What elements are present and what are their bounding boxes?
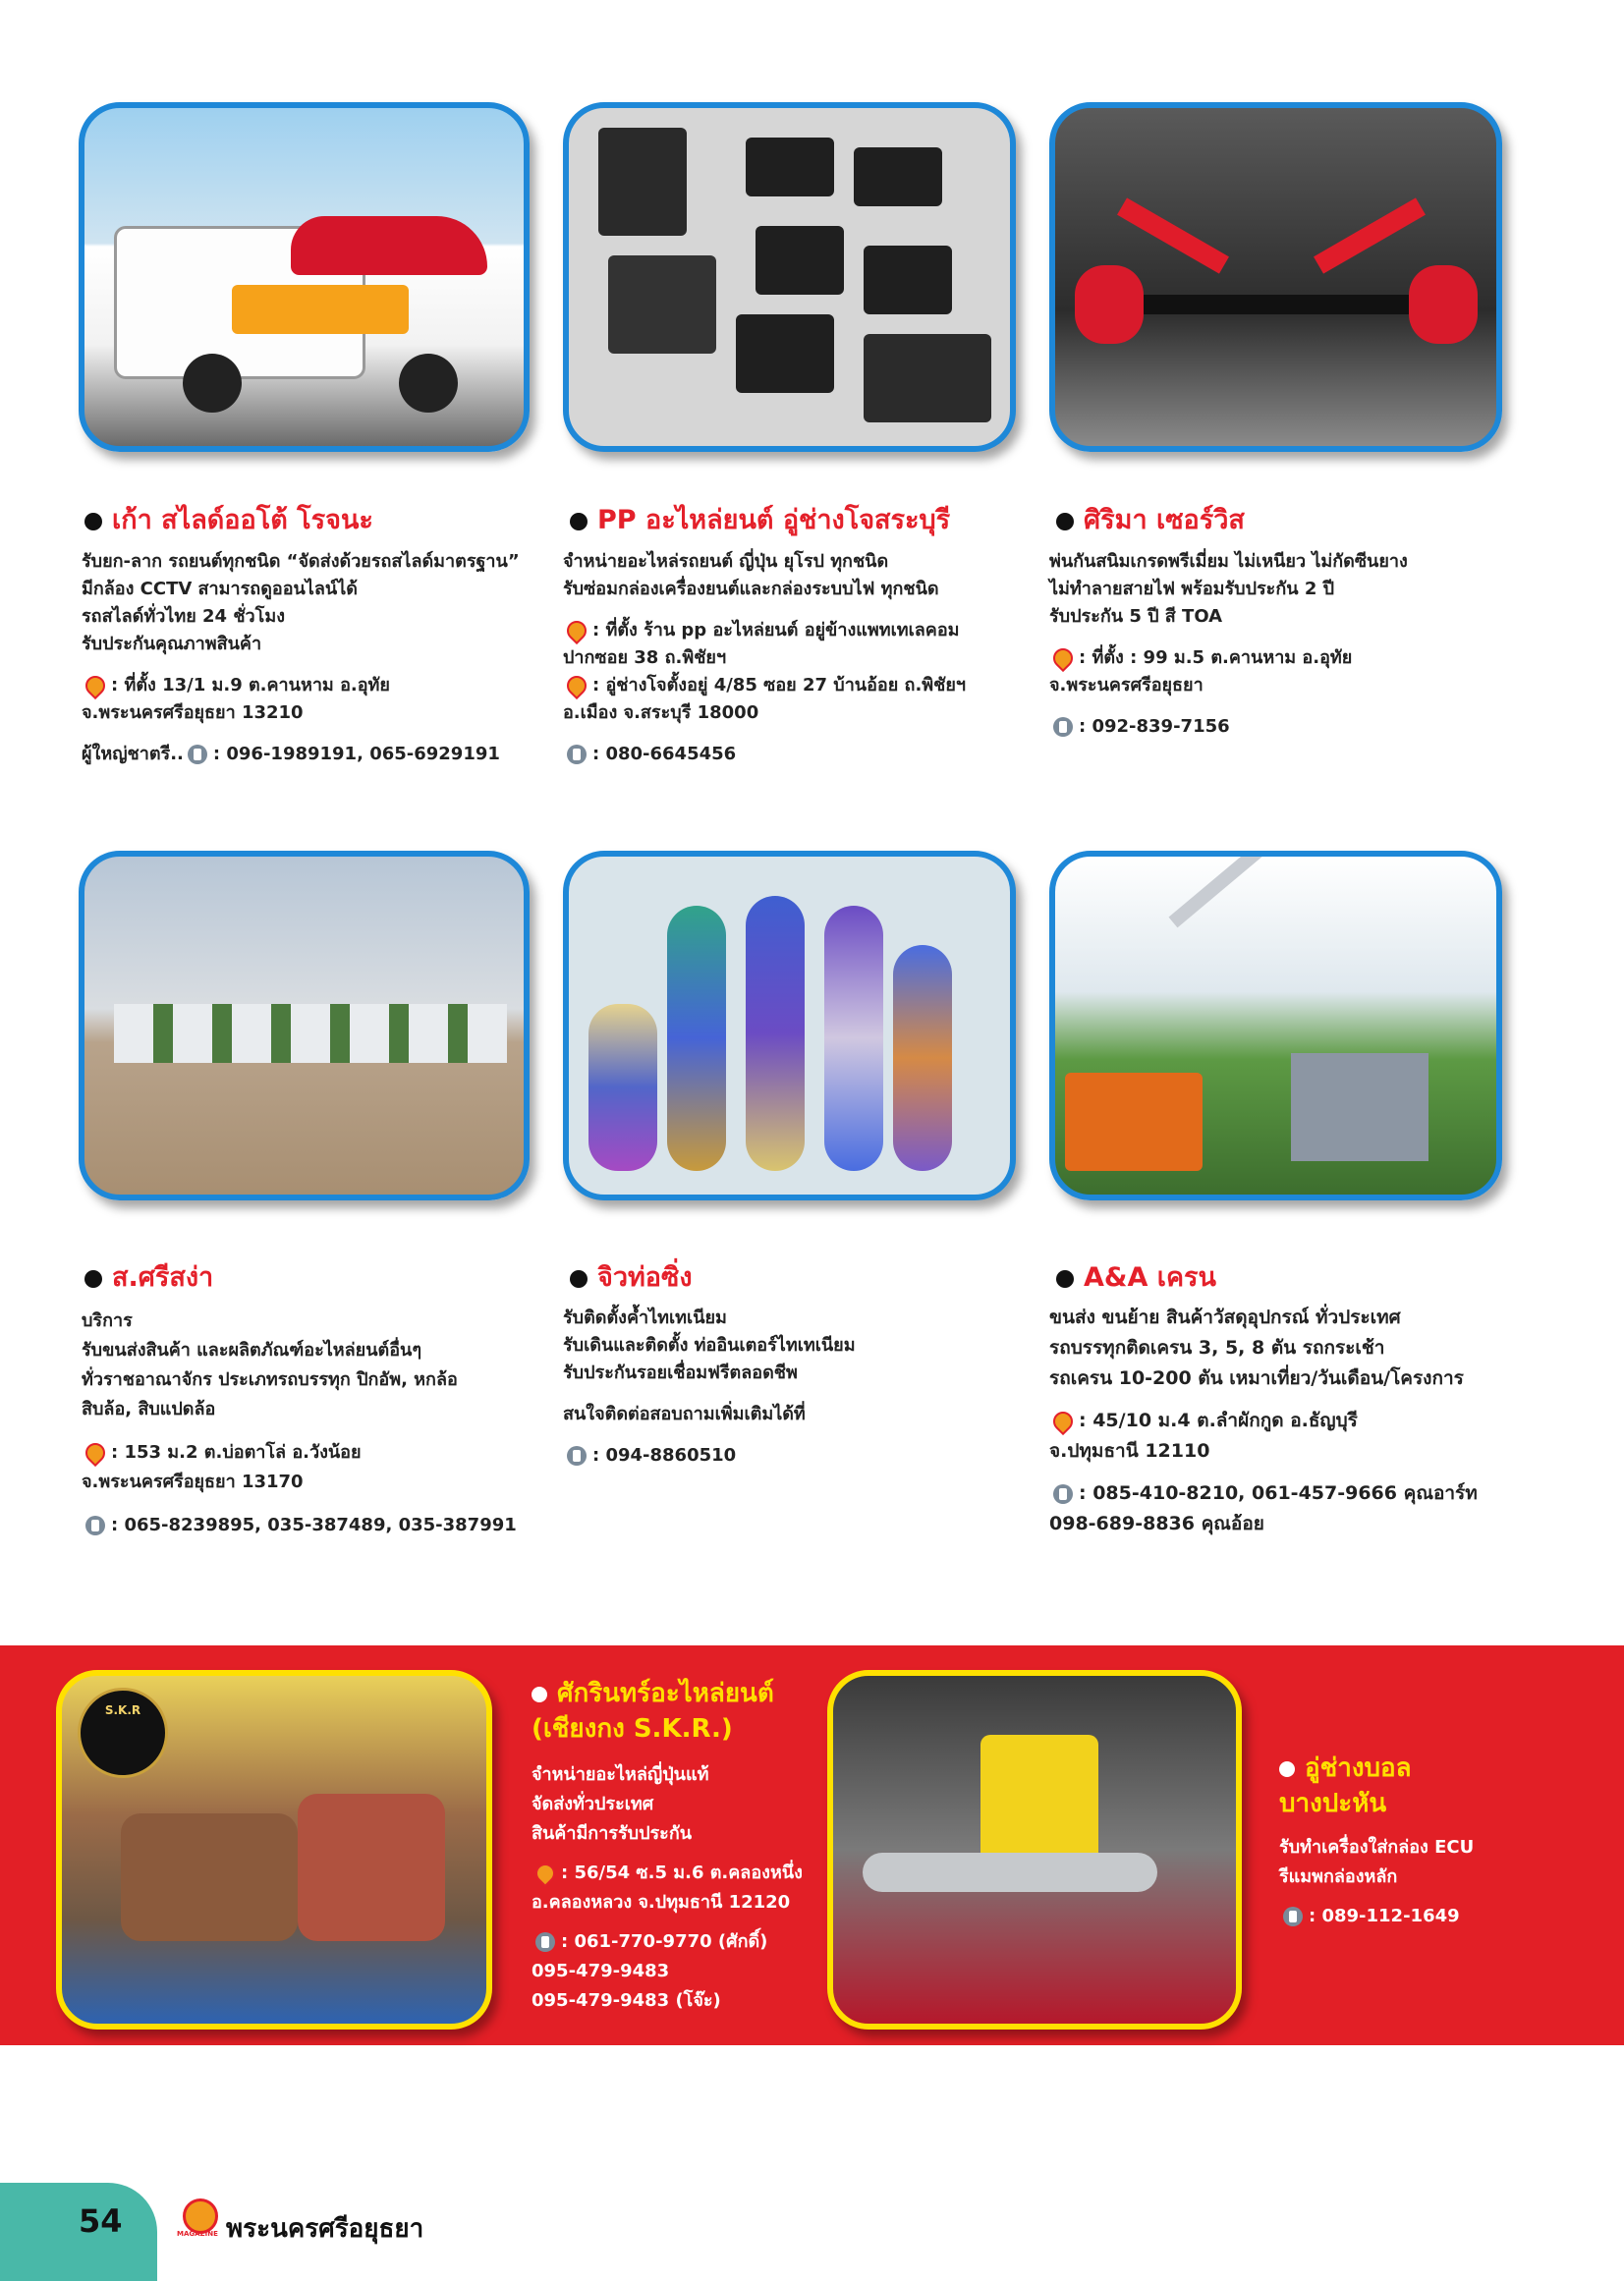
band-left-line: จำหน่ายอะไหล่ญี่ปุ่นแท้ xyxy=(532,1764,709,1785)
card-2-address2: : อู่ช่างโจตั้งอยู่ 4/85 ซอย 27 บ้านอ้อย ถ.พิชัยฯ xyxy=(563,672,966,699)
card-5-line: รับติดตั้งค้ำไทเทเนียม xyxy=(563,1307,727,1328)
exhaust-pipe-shape xyxy=(588,1004,657,1171)
phone-icon xyxy=(188,745,207,764)
card-1-line: รถสไลด์ทั่วไทย 24 ชั่วโมง xyxy=(82,606,285,627)
card-6-photo xyxy=(1049,851,1502,1200)
card-1-title: เก้า สไลด์ออโต้ โรจนะ xyxy=(84,498,373,540)
phone-icon xyxy=(567,745,587,764)
phone-icon xyxy=(567,1446,587,1466)
ecu-box xyxy=(746,138,834,196)
card-2-photo xyxy=(563,102,1016,452)
bullet-icon xyxy=(84,1270,102,1288)
crane-arm-shape xyxy=(1169,851,1359,927)
location-pin-icon xyxy=(82,1439,109,1467)
card-3-line: รับประกัน 5 ปี สี TOA xyxy=(1049,606,1223,627)
wheel-icon xyxy=(399,354,458,413)
card-1-line: มีกล้อง CCTV สามารถดูออนไลน์ได้ xyxy=(82,579,358,599)
card-4-address: : 153 ม.2 ต.บ่อตาโล่ อ.วังน้อย xyxy=(82,1438,517,1468)
bullet-icon xyxy=(84,513,102,530)
logo-text: MAGAZINE xyxy=(177,2230,218,2238)
card-1-address-line2: จ.พระนครศรีอยุธยา 13210 xyxy=(82,702,304,723)
location-pin-icon xyxy=(563,672,590,699)
phone-icon xyxy=(535,1932,555,1952)
truck-row-shape xyxy=(114,1004,507,1063)
card-4-line: รับขนส่งสินค้า และผลิตภัณฑ์อะไหล่ยนต์อื่นๆ xyxy=(82,1340,422,1361)
intake-pipe-shape xyxy=(863,1853,1157,1892)
ecu-box xyxy=(756,226,844,295)
band-left-line: สินค้ามีการรับประกัน xyxy=(532,1823,693,1844)
bullet-icon xyxy=(570,1270,588,1288)
exhaust-pipe-shape xyxy=(824,906,883,1171)
card-5-desc xyxy=(563,1305,856,1470)
magazine-logo xyxy=(177,2198,220,2242)
card-5-line: รับเดินและติดตั้ง ท่ออินเตอร์ไทเทเนียม xyxy=(563,1335,856,1356)
card-3-title: ศิริมา เซอร์วิส xyxy=(1056,498,1245,540)
axle-shape xyxy=(1144,295,1409,314)
phone-icon xyxy=(1053,717,1073,737)
ecu-box xyxy=(854,147,942,206)
band-left-phone2: 095-479-9483 xyxy=(532,1961,670,1981)
card-2-line: รับซ่อมกล่องเครื่องยนต์และกล่องระบบไฟ ทุกชนิด xyxy=(563,579,939,599)
card-2-desc xyxy=(563,548,966,768)
band-left-title-line: (เชียงกง S.K.R.) xyxy=(532,1714,733,1744)
band-left-desc xyxy=(532,1760,803,2016)
bullet-icon xyxy=(570,513,588,530)
band-right-desc xyxy=(1279,1833,1474,1931)
card-3-address: : ที่ตั้ง : 99 ม.5 ต.คานหาม อ.อุทัย xyxy=(1049,644,1408,672)
card-2-address-line2: ปากซอย 38 ถ.พิชัยฯ xyxy=(563,647,727,668)
ecu-box xyxy=(608,255,716,354)
card-5-phone: : 094-8860510 xyxy=(563,1442,856,1470)
location-pin-icon xyxy=(563,617,590,644)
engine-cover-shape xyxy=(980,1735,1098,1872)
house-shape xyxy=(1291,1053,1428,1161)
card-4-desc xyxy=(82,1307,517,1540)
ecu-box xyxy=(864,334,991,422)
band-right-line: รับทำเครื่องใส่กล่อง ECU xyxy=(1279,1837,1475,1858)
card-6-line: ขนส่ง ขนย้าย สินค้าวัสดุอุปกรณ์ ทั่วประเทศ xyxy=(1049,1307,1401,1328)
truck-cab-shape xyxy=(1065,1073,1203,1171)
card-1-phone: ผู้ใหญ่ชาตรี.. : 096-1989191, 065-6929191 xyxy=(82,744,500,764)
card-6-line: รถเครน 10-200 ตัน เหมาเที่ยว/วันเดือน/โครงการ xyxy=(1049,1367,1464,1389)
location-pin-icon xyxy=(82,672,109,699)
card-6-phone2: 098-689-8836 คุณอ้อย xyxy=(1049,1513,1264,1534)
engine-shape xyxy=(298,1794,445,1941)
band-right-title-line: บางปะหัน xyxy=(1279,1789,1387,1818)
card-4-address-line2: จ.พระนครศรีอยุธยา 13170 xyxy=(82,1472,304,1492)
card-6-phone: : 085-410-8210, 061-457-9666 คุณอาร์ท xyxy=(1049,1478,1478,1509)
location-pin-icon xyxy=(1049,644,1077,672)
band-left-title-line: ศักรินทร์อะไหล่ยนต์ xyxy=(532,1676,774,1711)
band-left-address-line2: อ.คลองหลวง จ.ปทุมธานี 12120 xyxy=(532,1892,791,1913)
exhaust-pipe-shape xyxy=(893,945,952,1171)
band-left-address: : 56/54 ซ.5 ม.6 ต.คลองหนึ่ง xyxy=(532,1859,803,1888)
phone-icon xyxy=(1053,1484,1073,1504)
card-3-photo xyxy=(1049,102,1502,452)
bullet-icon xyxy=(1056,513,1074,530)
band-right-title xyxy=(1279,1751,1412,1821)
card-1-line: รับประกันคุณภาพสินค้า xyxy=(82,634,262,654)
engine-shape xyxy=(121,1813,298,1941)
card-4-line: บริการ xyxy=(82,1310,133,1331)
card-1-address: : ที่ตั้ง 13/1 ม.9 ต.คานหาม อ.อุทัย xyxy=(82,672,520,699)
band-right-title-line: อู่ช่างบอล xyxy=(1279,1751,1412,1786)
truck-logo-mark xyxy=(232,285,409,334)
bullet-icon xyxy=(1279,1761,1295,1777)
card-3-line: พ่นกันสนิมเกรดพรีเมี่ยม ไม่เหนียว ไม่กัดซีนยาง xyxy=(1049,551,1408,572)
card-6-title: A&A เครน xyxy=(1056,1255,1216,1298)
card-6-address-line2: จ.ปทุมธานี 12110 xyxy=(1049,1440,1210,1462)
card-5-title: จิวท่อซิ่ง xyxy=(570,1255,693,1298)
card-1-photo xyxy=(79,102,530,452)
wheel-icon xyxy=(1075,265,1144,344)
card-5-photo xyxy=(563,851,1016,1200)
card-5-spacer xyxy=(563,1387,856,1401)
card-3-desc xyxy=(1049,548,1408,741)
card-2-phone: : 080-6645456 xyxy=(563,741,966,768)
exhaust-pipe-shape xyxy=(667,906,726,1171)
band-right-phone: : 089-112-1649 xyxy=(1279,1902,1474,1931)
card-2-address: : ที่ตั้ง ร้าน pp อะไหล่ยนต์ อยู่ข้างแพทเทเลคอม xyxy=(563,617,966,644)
card-4-title: ส.ศรีสง่า xyxy=(84,1255,213,1298)
red-car-shape xyxy=(291,216,487,275)
location-pin-icon xyxy=(1049,1407,1077,1434)
ecu-box xyxy=(736,314,834,393)
card-2-address2-line2: อ.เมือง จ.สระบุรี 18000 xyxy=(563,702,759,723)
ecu-box xyxy=(598,128,687,236)
band-left-photo xyxy=(56,1670,492,2030)
band-left-phone: : 061-770-9770 (ศักดิ์) xyxy=(532,1927,803,1957)
band-left-line: จัดส่งทั่วประเทศ xyxy=(532,1794,654,1814)
page-number: 54 xyxy=(79,2202,123,2240)
card-1-desc xyxy=(82,548,520,768)
phone-icon xyxy=(1283,1907,1303,1926)
band-right-line: รีแมพกล่องหลัก xyxy=(1279,1866,1398,1887)
bullet-icon xyxy=(532,1687,547,1702)
card-6-line: รถบรรทุกติดเครน 3, 5, 8 ตัน รถกระเช้า xyxy=(1049,1337,1385,1359)
card-3-phone: : 092-839-7156 xyxy=(1049,713,1408,741)
skr-logo: S.K.R xyxy=(78,1688,168,1778)
card-3-address-line2: จ.พระนครศรีอยุธยา xyxy=(1049,675,1204,695)
card-2-line: จำหน่ายอะไหล่รถยนต์ ญี่ปุ่น ยุโรป ทุกชนิด xyxy=(563,551,889,572)
card-2-title: PP อะไหล่ยนต์ อู่ช่างโจสระบุรี xyxy=(570,498,950,540)
card-5-line: สนใจติดต่อสอบถามเพิ่มเติมได้ที่ xyxy=(563,1404,806,1424)
red-arm-shape xyxy=(1314,197,1426,273)
phone-icon xyxy=(85,1516,105,1535)
card-4-photo xyxy=(79,851,530,1200)
footer-province: พระนครศรีอยุธยา xyxy=(226,2214,424,2244)
exhaust-pipe-shape xyxy=(746,896,805,1171)
card-5-line: รับประกันรอยเชื่อมฟรีตลอดชีพ xyxy=(563,1363,798,1383)
card-4-line: สิบล้อ, สิบแปดล้อ xyxy=(82,1399,216,1419)
red-arm-shape xyxy=(1117,197,1229,273)
ecu-box xyxy=(864,246,952,314)
wheel-icon xyxy=(183,354,242,413)
wheel-icon xyxy=(1409,265,1478,344)
band-right-photo xyxy=(827,1670,1242,2030)
location-pin-icon xyxy=(532,1860,559,1887)
card-6-desc xyxy=(1049,1303,1478,1539)
band-left-title xyxy=(532,1676,774,1747)
band-left-phone3: 095-479-9483 (โจ๊ะ) xyxy=(532,1990,721,2011)
card-1-line: รับยก-ลาก รถยนต์ทุกชนิด “จัดส่งด้วยรถสไลด์มาตรฐาน” xyxy=(82,551,520,572)
bullet-icon xyxy=(1056,1270,1074,1288)
card-6-address: : 45/10 ม.4 ต.ลำผักกูด อ.ธัญบุรี xyxy=(1049,1406,1478,1436)
card-3-line: ไม่ทำลายสายไฟ พร้อมรับประกัน 2 ปี xyxy=(1049,579,1335,599)
card-4-phone: : 065-8239895, 035-387489, 035-387991 xyxy=(82,1511,517,1540)
logo-circle-icon xyxy=(183,2198,218,2234)
card-4-line: ทั่วราชอาณาจักร ประเภทรถบรรทุก ปิกอัพ, หกล้อ xyxy=(82,1369,458,1390)
